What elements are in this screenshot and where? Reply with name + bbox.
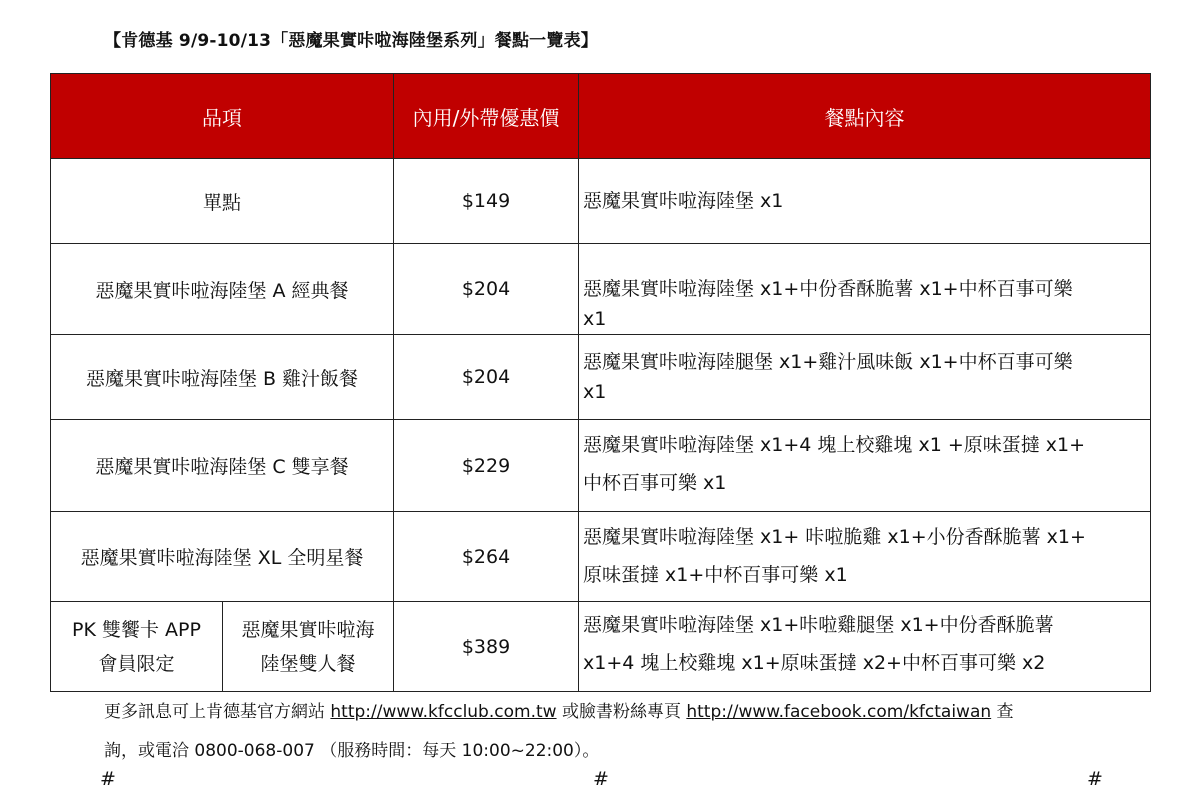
kfc-website-link[interactable]: http://www.kfcclub.com.tw — [330, 702, 557, 722]
eligibility-line: PK 雙饗卡 APP — [72, 618, 201, 641]
row-content — [579, 420, 1151, 512]
table-header-row — [51, 74, 1151, 159]
table-row — [51, 159, 1151, 244]
hash-mark: # — [593, 768, 609, 790]
menu-table — [50, 73, 1151, 692]
row-item: 惡魔果實咔啦海陸堡 A 經典餐 — [51, 244, 394, 335]
footer-contact-line: 詢，或電洽 0800-068-007 （服務時間：每天 10:00~22:00）。 — [104, 741, 600, 761]
header-price: 內用/外帶優惠價 — [394, 74, 579, 159]
row-item-eligibility — [51, 602, 223, 692]
hash-mark: # — [100, 768, 116, 790]
row-item: 惡魔果實咔啦海陸堡 C 雙享餐 — [51, 420, 394, 512]
row-content-line: 惡魔果實咔啦海陸堡 x1 — [583, 190, 784, 212]
row-content-line: 惡魔果實咔啦海陸堡 x1+ 咔啦脆雞 x1+小份香酥脆薯 x1+ — [583, 526, 1086, 548]
row-item-name — [223, 602, 394, 692]
footer-text: 查 — [991, 702, 1014, 722]
row-price: $389 — [394, 602, 579, 692]
row-content-line: 惡魔果實咔啦海陸堡 x1+中份香酥脆薯 x1+中杯百事可樂 — [583, 278, 1073, 300]
row-item: 惡魔果實咔啦海陸堡 XL 全明星餐 — [51, 512, 394, 602]
table-row — [51, 244, 1151, 335]
document-title: 【肯德基 9/9-10/13「惡魔果實咔啦海陸堡系列」餐點一覽表】 — [104, 31, 598, 51]
row-content — [579, 244, 1151, 335]
row-price: $149 — [394, 159, 579, 244]
row-content-line: x1 — [583, 381, 607, 403]
row-content — [579, 159, 1151, 244]
row-content — [579, 335, 1151, 420]
header-item: 品項 — [51, 74, 394, 159]
table-row — [51, 420, 1151, 512]
footer-text: 或臉書粉絲專頁 — [556, 702, 687, 722]
table-row — [51, 512, 1151, 602]
table-row — [51, 335, 1151, 420]
row-content-line: 惡魔果實咔啦海陸堡 x1+4 塊上校雞塊 x1 +原味蛋撻 x1+ — [583, 434, 1086, 456]
row-content — [579, 512, 1151, 602]
footer-text: 更多訊息可上肯德基官方網站 — [104, 702, 331, 722]
header-content: 餐點內容 — [579, 74, 1151, 159]
table-row — [51, 602, 1151, 692]
row-price: $229 — [394, 420, 579, 512]
row-content-line: 惡魔果實咔啦海陸堡 x1+咔啦雞腿堡 x1+中份香酥脆薯 — [583, 614, 1054, 636]
row-content-line: x1+4 塊上校雞塊 x1+原味蛋撻 x2+中杯百事可樂 x2 — [583, 652, 1046, 674]
row-price: $264 — [394, 512, 579, 602]
row-content-line: 中杯百事可樂 x1 — [583, 472, 727, 494]
row-price: $204 — [394, 335, 579, 420]
eligibility-line: 會員限定 — [98, 652, 175, 675]
item-name-line: 惡魔果實咔啦海 — [241, 618, 375, 641]
footer-info-line — [104, 697, 1014, 722]
row-item: 單點 — [51, 159, 394, 244]
row-price: $204 — [394, 244, 579, 335]
facebook-page-link[interactable]: http://www.facebook.com/kfctaiwan — [686, 702, 992, 722]
row-item: 惡魔果實咔啦海陸堡 B 雞汁飯餐 — [51, 335, 394, 420]
row-content-line: x1 — [583, 308, 607, 330]
row-content-line: 惡魔果實咔啦海陸腿堡 x1+雞汁風味飯 x1+中杯百事可樂 — [583, 351, 1073, 373]
row-content-line: 原味蛋撻 x1+中杯百事可樂 x1 — [583, 564, 848, 586]
hash-mark: # — [1087, 768, 1103, 790]
row-content — [579, 602, 1151, 692]
item-name-line: 陸堡雙人餐 — [260, 652, 356, 675]
